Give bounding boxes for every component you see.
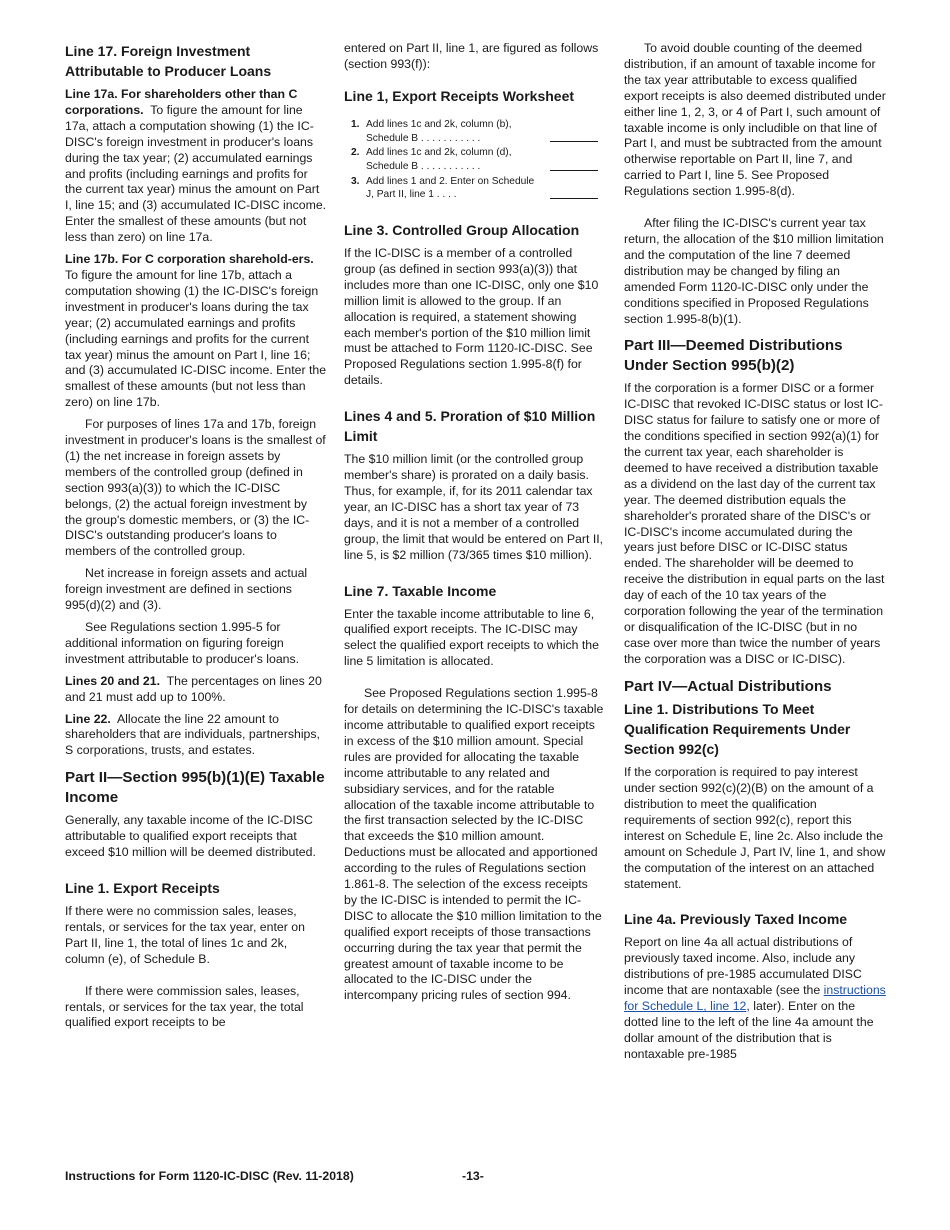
runin-line-22: Line 22. <box>65 711 111 726</box>
heading-part-4: Part IV—Actual Distributions <box>624 677 832 695</box>
text-line-22: Allocate the line 22 amount to shareholders that are individuals, partnerships, S corporations, trusts, and estates. <box>65 711 320 758</box>
para-line-3: If the IC-DISC is a member of a controlled group (as defined in section 993(a)(3)) that includes more than one IC-DISC, only one $10 million limit is allowed to the group. If an allocation is required, a statement showing each member's portion of the $10 million limit must be attached to Form 1120-IC-DISC. See Proposed Regulations section 1.995-8(f) for details. <box>344 246 599 388</box>
para-line-4a <box>624 935 886 1062</box>
para-purposes: For purposes of lines 17a and 17b, foreign investment in producer's loans is the smallest of (1) the net increase in foreign assets by members of the controlled group (defined in section 993(a)(3)) to which the IC-DISC belongs, (2) the actual foreign investment by the group's domestic members, or (3) the IC-DISC's outstanding producer's loans to members of the controlled group. <box>65 417 326 559</box>
para-line-22 <box>65 712 327 760</box>
text-line-4a-end: , later). Enter on the dotted line to the left of the line 4a amount the dollar amount of the distribution that is nontaxable pre-1985 <box>624 999 874 1061</box>
heading-line-4a: Line 4a. Previously Taxed Income <box>624 911 848 928</box>
para-commission: If there were commission sales, leases, rentals, or services for the tax year, the total qualified export receipts to be <box>65 983 304 1030</box>
para-see-regulations: See Regulations section 1.995-5 for additional information on figuring foreign investment attributable to producer's loans. <box>65 620 300 666</box>
para-part-3: If the corporation is a former DISC or a former IC-DISC that revoked IC-DISC status or lost IC-DISC status for failure to satisfy one or more of the conditions specified in section 992(a)(1) for the current tax year, each shareholder is deemed to have received a distribution taxable as a dividend on the last day of the current tax year. The deemed distribution equals the shareholder's prorated share of the DISC's or IC-DISC's income accumulated during the years just before DISC or IC-DISC status ended. The shareholder will be deemed to receive the distribution in equal parts on the last day of each of the 10 tax years of the corporation following the year of the termination or disqualification of the IC-DISC (but in no case over more than twice the number of years the corporation was a DISC or IC-DISC). <box>624 381 885 666</box>
text-line-17b: To figure the amount for line 17b, attach a computation showing (1) the IC-DISC's foreign investment in producer's loans during the tax year; (2) accumulated earnings and profits (including earnings and profits for the current tax year) minus the amount on Part I, line 16; and (3) accumulated IC-DISC income. Enter the smallest of these amounts (but not less than zero) on line 17b. <box>65 267 327 410</box>
text-line-4a-start: Report on line 4a all actual distributions of previously taxed income. Also, include any distributions of pre-1985 accumulated DISC income that are nontaxable (see the <box>624 935 862 998</box>
worksheet-item <box>344 175 604 202</box>
worksheet-item-text: Add lines 1 and 2. Enter on Schedule J, Part II, line 1 . . . . <box>366 175 535 201</box>
heading-line-1-distributions: Line 1. Distributions To Meet Qualification Requirements Under Section 992(c) <box>624 701 851 758</box>
heading-line-7: Line 7. Taxable Income <box>344 582 497 599</box>
runin-line-17a: Line 17a. For shareholders other than C corporations. <box>65 87 298 117</box>
para-generally: Generally, any taxable income of the IC-DISC attributable to qualified export receipts that exceed $10 million will be deemed distributed. <box>65 813 316 860</box>
worksheet-item-num: 2. <box>351 147 360 159</box>
worksheet-list <box>344 118 604 202</box>
para-line-17b <box>65 252 327 411</box>
worksheet-item-num: 1. <box>351 118 360 130</box>
worksheet-item <box>344 146 604 173</box>
heading-part-3: Part III—Deemed Distributions Under Section 995(b)(2) <box>624 337 843 374</box>
worksheet-entry-line <box>550 170 598 171</box>
heading-worksheet: Line 1, Export Receipts Worksheet <box>344 87 575 104</box>
runin-lines-20-21: Lines 20 and 21. <box>65 673 161 688</box>
heading-line-1-export: Line 1. Export Receipts <box>65 879 220 896</box>
worksheet-item-num: 3. <box>351 175 360 187</box>
para-net-increase: Net increase in foreign assets and actual foreign investment are defined in sections 995(d)(2) and (3). <box>65 566 308 613</box>
heading-line-3: Line 3. Controlled Group Allocation <box>344 222 580 239</box>
para-after-filing: After filing the IC-DISC's current year tax return, the allocation of the $10 million limitation and the computation of the line 7 deemed distribution may be changed by filing an amended Form 1120-IC-DISC only under the conditions specified in Proposed Regulations section 1.995-8(b)(1). <box>624 216 884 326</box>
column-3 <box>624 41 886 1063</box>
para-line-17a <box>65 87 327 246</box>
para-continuation: entered on Part II, line 1, are figured as follows (section 993(f)): <box>344 41 599 71</box>
worksheet-item-text: Add lines 1c and 2k, column (b), Schedule B . . . . . . . . . . . <box>366 118 512 144</box>
para-line-1-distributions: If the corporation is required to pay interest under section 992(c)(2)(B) on the amount of a distribution to meet the qualification requirements of section 992(c), report this interest on Schedule E, line 2c. Also include the amount on Schedule J, Part IV, line 1, and show the computation of the interest on an attached statement. <box>624 765 886 891</box>
column-2 <box>344 41 604 1004</box>
page-number: -13- <box>462 1169 484 1183</box>
heading-line-17: Line 17. Foreign Investment Attributable to Producer Loans <box>65 43 272 79</box>
column-1 <box>65 41 327 1031</box>
worksheet-item <box>344 118 604 145</box>
para-see-proposed: See Proposed Regulations section 1.995-8 for details on determining the IC-DISC's taxable income attributable to qualified export receipts in excess of the $10 million amount. Special rules are provided for allocating the taxable income attributable to any related and subsidiary services, and for the ratable allocation of the taxable income attributable to the first transaction selected by the IC-DISC that exceeds the $10 million amount. Deductions must be allocated and apportioned according to the rules of Regulations section 1.861-8. The selection of the excess receipts by the IC-DISC is intended to permit the IC-DISC to allocate the $10 million limitation to the qualified export receipts of those transactions occurring during the tax year that permit the greatest amount of taxable income to be allocated to the IC-DISC under the intercompany pricing rules of section 994. <box>344 686 604 1003</box>
text-line-17a: To figure the amount for line 17a, attach a computation showing (1) the IC-DISC's foreign investment in producer's loans during the tax year; (2) accumulated earnings and profits (including earnings and profits for the current tax year) minus the amount on Part I, line 15; and (3) accumulated IC-DISC income. Enter the smallest of these amounts (but not less than zero) on line 17a. <box>65 102 327 245</box>
para-lines-4-5: The $10 million limit (or the controlled group member's share) is prorated on a daily basis. Thus, for example, if, for its 2011 calendar tax year, an IC-DISC has a short tax year of 73 days, and it is not a member of a controlled group, the limit that would be entered on Part II, line 5, is $2 million (73/365 times $10 million). <box>344 452 604 562</box>
heading-lines-4-5: Lines 4 and 5. Proration of $10 Million Limit <box>344 408 596 445</box>
para-line-7: Enter the taxable income attributable to line 6, qualified export receipts. The IC-DISC may select the qualified export receipts to which the line 5 limitation is allocated. <box>344 606 599 669</box>
para-avoid-double: To avoid double counting of the deemed distribution, if an amount of taxable income for the tax year attributable to excess qualified export receipts is also deemed distributed under either line 1, 2, 3, or 4 of Part I, such amount of taxable income is only includible on that line of Part I, and must be subtracted from the amount otherwise reportable on Part II, line 7, and carried to Part I, line 5. See Proposed Regulations section 1.995-8(d). <box>624 41 886 199</box>
worksheet-item-text: Add lines 1c and 2k, column (d), Schedule B . . . . . . . . . . . <box>366 147 512 172</box>
worksheet-entry-line <box>550 198 598 199</box>
para-no-commission: If there were no commission sales, leases, rentals, or services for the tax year, enter on Part II, line 1, the total of lines 1c and 2k, column (e), of Schedule B. <box>65 903 305 966</box>
runin-line-17b: Line 17b. For C corporation sharehold-ers. <box>65 252 314 267</box>
worksheet-entry-line <box>550 141 598 142</box>
text-lines-20-21: The percentages on lines 20 and 21 must add up to 100%. <box>65 673 322 704</box>
para-lines-20-21 <box>65 674 327 706</box>
schedule-l-line-12-link[interactable]: instructions for Schedule L, line 12 <box>624 983 886 1014</box>
heading-part-2: Part II—Section 995(b)(1)(E) Taxable Income <box>65 769 325 806</box>
footer-title: Instructions for Form 1120-IC-DISC (Rev. 11-2018) <box>65 1169 354 1183</box>
